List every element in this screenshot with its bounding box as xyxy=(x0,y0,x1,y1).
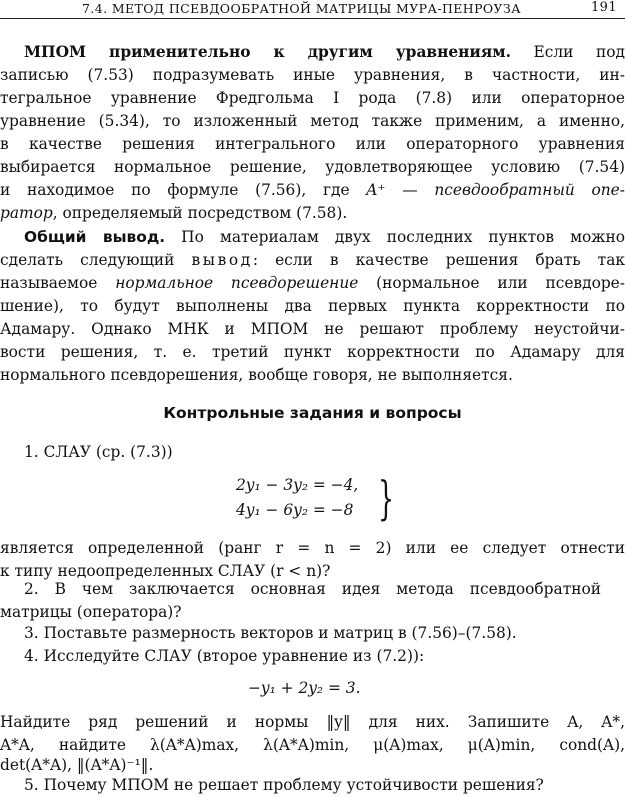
running-header xyxy=(0,0,625,18)
para1-line-4: уравнение (5.34), то изложенный метод также применим, а именно, xyxy=(0,112,625,130)
question-4-line-4: det(A*A), ‖(A*A)⁻¹‖. xyxy=(0,756,154,774)
normal-pseudosolution-term: нормальное псевдорешение xyxy=(115,274,359,292)
q4-equation: −y₁ + 2y₂ = 3. xyxy=(248,679,361,697)
para1-line-1: МПОМ применительно к другим уравнениям. Если под xyxy=(24,43,625,61)
para2-line-7: нормального псевдорешения, вообще говоря, не выполняется. xyxy=(0,366,513,384)
question-2-line-1: 2. В чем заключается основная идея метода псевдообратной xyxy=(24,580,601,598)
para1-lead: МПОМ применительно к другим уравнениям. xyxy=(24,43,511,61)
para1-line-8: ратор, определяемый посредством (7.58). xyxy=(0,204,348,222)
question-1-line-2: является определенной (ранг r = n = 2) или ее следует отнести xyxy=(0,539,625,557)
para1-line-6: выбирается нормальное решение, удовлетворяющее условию (7.54) xyxy=(0,158,625,176)
para2-line-4: шение), то будут выполнены два первых пункта корректности по xyxy=(0,297,625,315)
q1-equation-2: 4y₁ − 6y₂ = −8 xyxy=(236,501,354,519)
para2-line-6: вости решения, т. е. третий пункт корректности по Адамару для xyxy=(0,343,625,361)
para2-line-5: Адамару. Однако МНК и МПОМ не решают проблему неустойчи- xyxy=(0,320,625,338)
header-rule xyxy=(0,18,625,19)
question-4-line-3: A*A, найдите λ(A*A)max, λ(A*A)min, μ(A)max, μ(A)min, cond(A), xyxy=(0,736,625,754)
para2-line-2: сделать следующий вывод: если в качестве решения брать так xyxy=(0,251,625,269)
q1-equation-1: 2y₁ − 3y₂ = −4, xyxy=(236,476,359,494)
page-number: 191 xyxy=(590,0,617,15)
para1-line-3: тегральное уравнение Фредгольма I рода (7.8) или операторное xyxy=(0,89,625,107)
question-3: 3. Поставьте размерность векторов и матриц в (7.56)–(7.58). xyxy=(24,624,517,642)
para1-line-7: и находимое по формуле (7.56), где A⁺ — псевдообратный опе- xyxy=(0,181,625,199)
question-5: 5. Почему МПОМ не решает проблему устойчивости решения? xyxy=(24,776,544,794)
question-4-line-2: Найдите ряд решений и нормы ‖y‖ для них. Запишите A, A*, xyxy=(0,713,625,731)
question-2-line-2: матрицы (оператора)? xyxy=(0,603,182,621)
para1-line-5: в качестве решения интегрального или операторного уравнения xyxy=(0,135,625,153)
pseudo-inverse-term: псевдообратный опе- xyxy=(434,181,625,199)
para2-line-1: Общий вывод. По материалам двух последних пунктов можно xyxy=(24,228,625,246)
question-1-line-3: к типу недоопределенных СЛАУ (r < n)? xyxy=(0,562,331,580)
question-4: 4. Исследуйте СЛАУ (второе уравнение из (7.2)): xyxy=(24,647,425,665)
header-title: 7.4. МЕТОД ПСЕВДООБРАТНОЙ МАТРИЦЫ МУРА-ПЕНРОУЗА xyxy=(82,1,522,16)
question-1: 1. СЛАУ (ср. (7.3)) xyxy=(24,443,173,461)
a-plus-symbol: A⁺ xyxy=(366,181,386,199)
para1-line-2: записью (7.53) подразумевать иные уравнения, в частности, ин- xyxy=(0,66,625,84)
spaced-word: вывод xyxy=(191,251,253,269)
para2-line-3: называемое нормальное псевдорешение (нормальное или псевдоре- xyxy=(0,274,625,292)
para2-lead: Общий вывод. xyxy=(24,228,166,246)
section-heading: Контрольные задания и вопросы xyxy=(163,404,462,422)
system-brace: } xyxy=(378,471,395,525)
